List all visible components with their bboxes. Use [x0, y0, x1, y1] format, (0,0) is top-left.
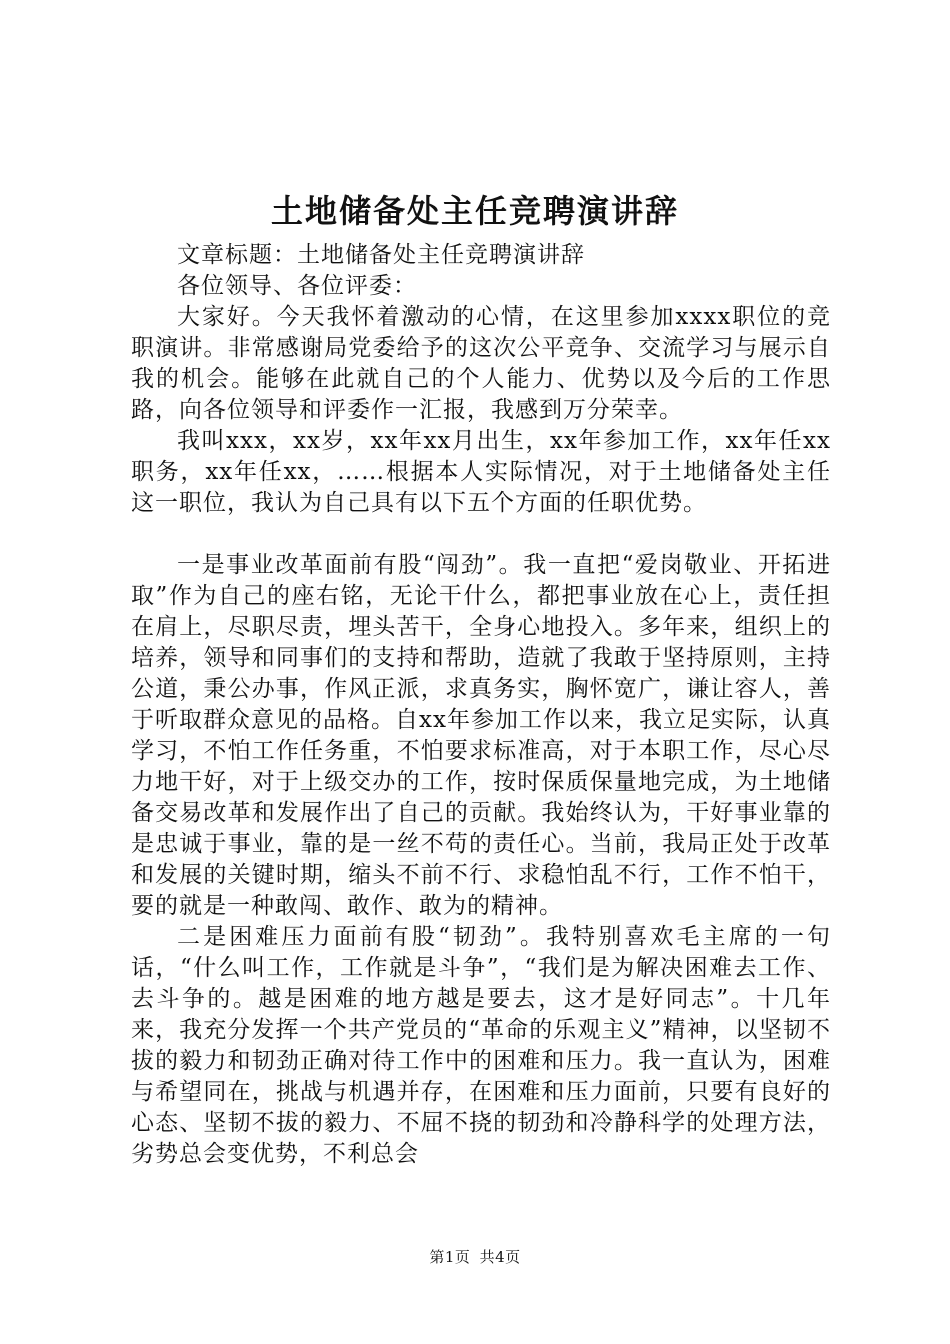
paragraph-self-intro: 我叫xxx，xx岁，xx年xx月出生，xx年参加工作，xx年任xx职务，xx年任xx，……根据本人实际情况，对于土地储备处主任这一职位，我认为自己具有以下五个方面的任职优势。 [131, 428, 831, 516]
article-title-line: 文章标题：土地储备处主任竞聘演讲辞 [177, 242, 585, 268]
salutation: 各位领导、各位评委： [177, 273, 417, 299]
page-total: 共4页 [479, 1248, 521, 1266]
page-number: 第1页 [429, 1248, 471, 1266]
paragraph-advantage-one: 一是事业改革面前有股“闯劲”。我一直把“爱岗敬业、开拓进取”作为自己的座右铭，无论干什么，都把事业放在心上，责任担在肩上，尽职尽责，埋头苦干，全身心地投入。多年来，组织上的培养，领导和同事们的支持和帮助，造就了我敢于坚持原则，主持公道，秉公办事，作风正派，求真务实，胸怀宽广，谦让容人，善于听取群众意见的品格。自xx年参加工作以来，我立足实际，认真学习，不怕工作任务重，不怕要求标准高，对于本职工作，尽心尽力地干好，对于上级交办的工作，按时保质保量地完成，为土地储备交易改革和发展作出了自己的贡献。我始终认为，干好事业靠的是忠诚于事业，靠的是一丝不苟的责任心。当前，我局正处于改革和发展的关键时期，缩头不前不行、求稳怕乱不行，工作不怕干，要的就是一种敢闯、敢作、敢为的精神。 [131, 552, 831, 919]
document-title: 土地储备处主任竞聘演讲辞 [270, 192, 679, 230]
paragraph-advantage-two: 二是困难压力面前有股“韧劲”。我特别喜欢毛主席的一句话，“什么叫工作，工作就是斗争”，“我们是为解决困难去工作、去斗争的。越是困难的地方越是要去，这才是好同志”。十几年来，我充分发挥一个共产党员的“革命的乐观主义”精神，以坚韧不拔的毅力和韧劲正确对待工作中的困难和压力。我一直认为，困难与希望同在，挑战与机遇并存，在困难和压力面前，只要有良好的心态、坚韧不拔的毅力、不屈不挠的韧劲和冷静科学的处理方法，劣势总会变优势，不利总会 [131, 924, 831, 1167]
paragraph-greeting: 大家好。今天我怀着激动的心情，在这里参加xxxx职位的竞职演讲。非常感谢局党委给予的这次公平竞争、交流学习与展示自我的机会。能够在此就自己的个人能力、优势以及今后的工作思路，向各位领导和评委作一汇报，我感到万分荣幸。 [131, 304, 831, 423]
document-body [131, 240, 831, 1170]
page-footer [0, 1246, 950, 1267]
